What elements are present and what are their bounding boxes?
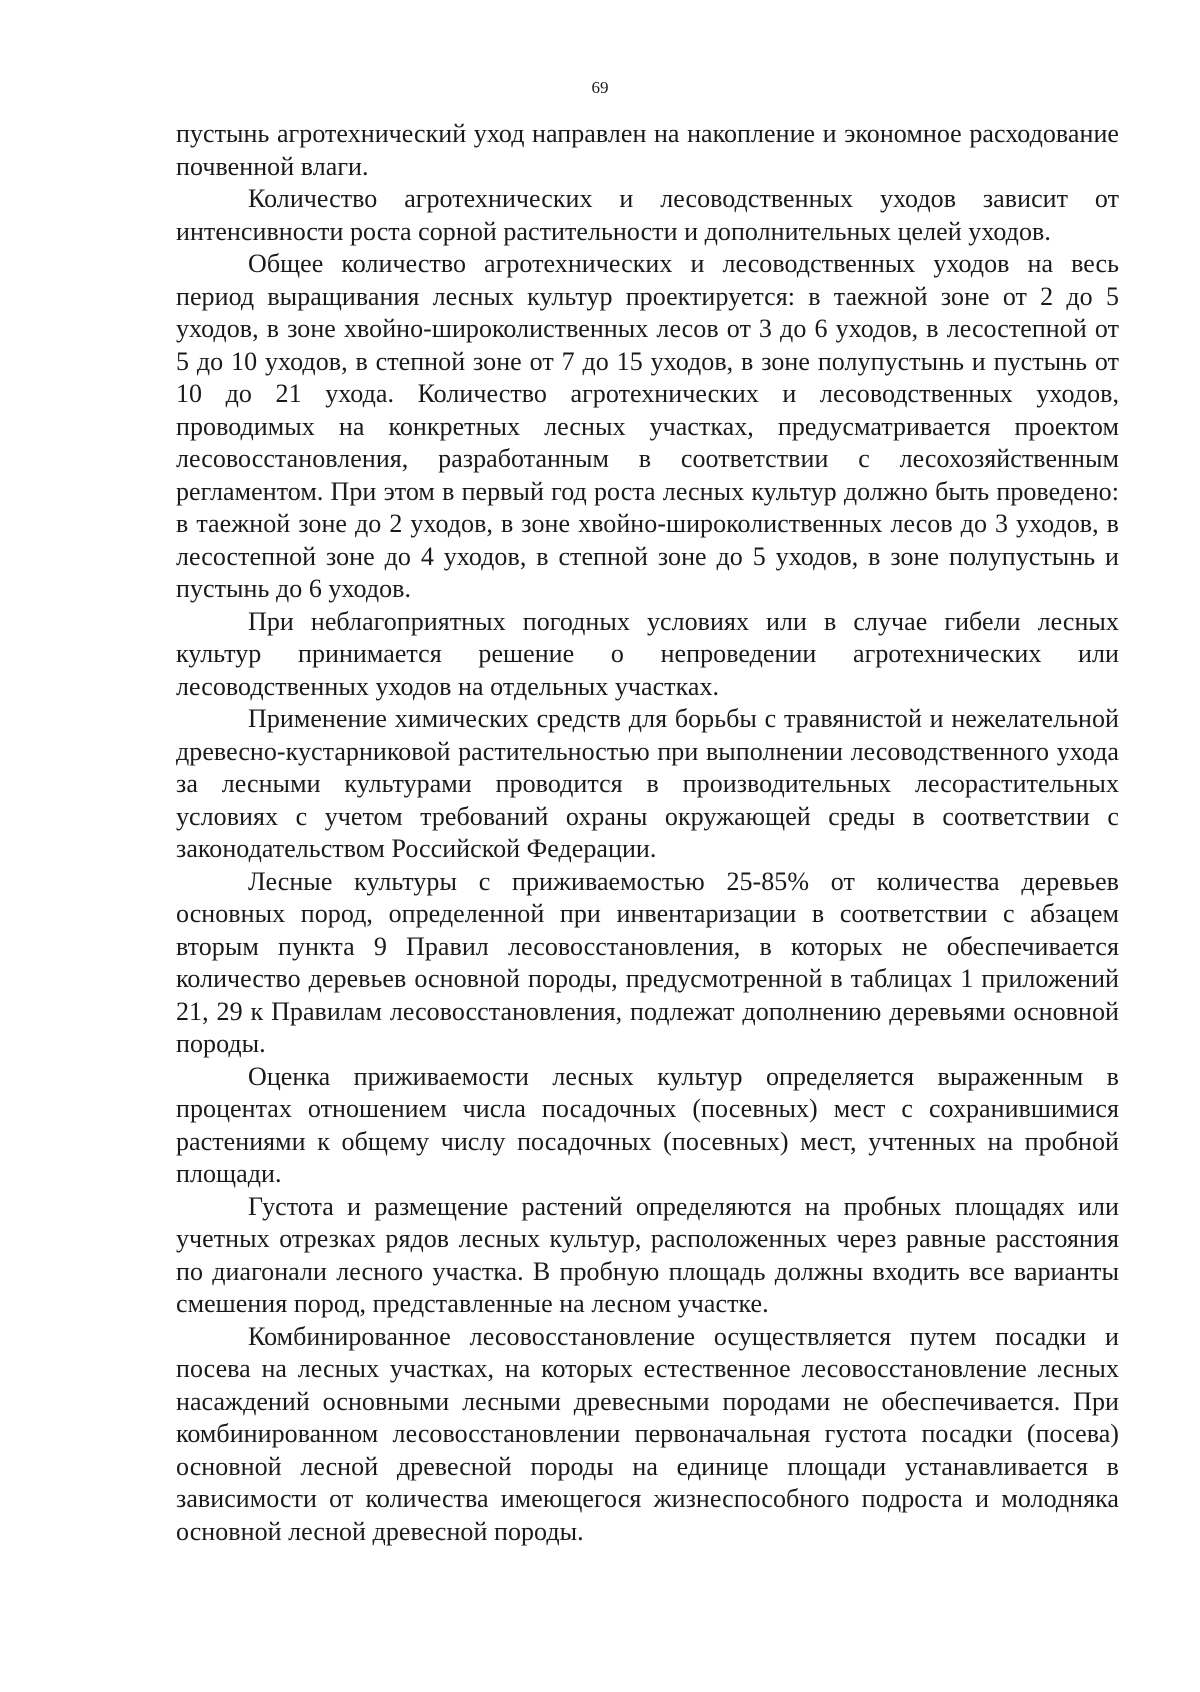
- paragraph-2: Количество агротехнических и лесоводственных уходов зависит от интенсивности роста сорной растительности и дополнительных целей уходов.: [176, 184, 1119, 246]
- paragraph-1: пустынь агротехнический уход направлен на накопление и экономное расходование почвенной влаги.: [176, 119, 1119, 181]
- paragraph-8: Густота и размещение растений определяются на пробных площадях или учетных отрезках рядов лесных культур, расположенных через равные расстояния по диагонали лесного участка. В пробную площадь должны входить все варианты смешения пород, представленные на лесном участке.: [176, 1191, 1119, 1318]
- paragraph-3: Общее количество агротехнических и лесоводственных уходов на весь период выращивания лесных культур проектируется: в таежной зоне от 2 до 5 уходов, в зоне хвойно-широколиственных лесов от 3 до 6 уходов, в лесостепной от 5 до 10 уходов, в степной зоне от 7 до 15 уходов, в зоне полупустынь и пустынь от 10 до 21 ухода. Количество агротехнических и лесоводственных уходов, проводимых на конкретных лесных участках, предусматривается проектом лесовосстановления, разработанным в соответствии с лесохозяйственным регламентом. При этом в первый год роста лесных культур должно быть проведено: в таежной зоне до 2 уходов, в зоне хвойно-широколиственных лесов до 3 уходов, в лесостепной зоне до 4 уходов, в степной зоне до 5 уходов, в зоне полупустынь и пустынь до 6 уходов.: [176, 249, 1119, 603]
- paragraph-6: Лесные культуры с приживаемостью 25-85% от количества деревьев основных пород, определенной при инвентаризации в соответствии с абзацем вторым пункта 9 Правил лесовосстановления, в которых не обеспечивается количество деревьев основной породы, предусмотренной в таблицах 1 приложений 21, 29 к Правилам лесовосстановления, подлежат дополнению деревьями основной породы.: [176, 866, 1119, 1058]
- paragraph-7: Оценка приживаемости лесных культур определяется выраженным в процентах отношением числа посадочных (посевных) мест с сохранившимися растениями к общему числу посадочных (посевных) мест, учтенных на пробной площади.: [176, 1061, 1119, 1188]
- paragraph-5: Применение химических средств для борьбы с травянистой и нежелательной древесно-кустарниковой растительностью при выполнении лесоводственного ухода за лесными культурами проводится в производительных лесорастительных условиях с учетом требований охраны окружающей среды в соответствии с законодательством Российской Федерации.: [176, 704, 1119, 863]
- paragraph-9: Комбинированное лесовосстановление осуществляется путем посадки и посева на лесных участках, на которых естественное лесовосстановление лесных насаждений основными лесными древесными породами не обеспечивается. При комбинированном лесовосстановлении первоначальная густота посадки (посева) основной лесной древесной породы на единице площади устанавливается в зависимости от количества имеющегося жизнеспособного подроста и молодняка основной лесной древесной породы.: [176, 1321, 1119, 1546]
- document-body: [176, 118, 1119, 1548]
- page-number: 69: [591, 78, 609, 97]
- paragraph-4: При неблагоприятных погодных условиях или в случае гибели лесных культур принимается решение о непроведении агротехнических или лесоводственных уходов на отдельных участках.: [176, 606, 1119, 701]
